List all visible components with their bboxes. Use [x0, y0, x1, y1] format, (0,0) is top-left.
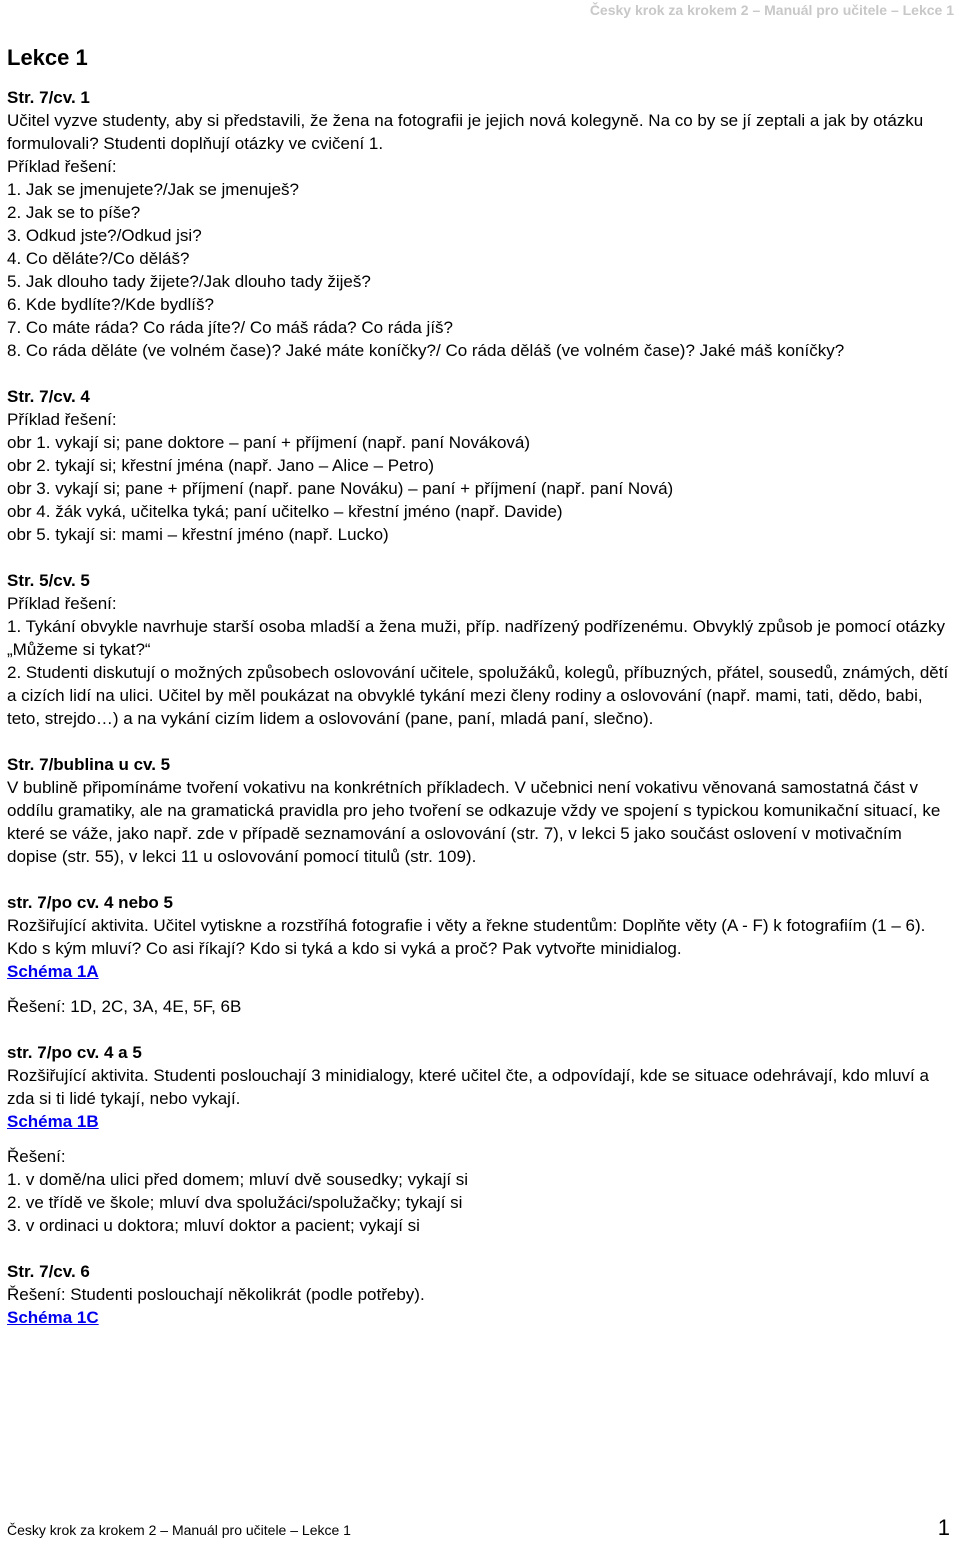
- list-item: 4. Co děláte?/Co děláš?: [7, 249, 190, 268]
- list-item: obr 4. žák vyká, učitelka tyká; paní učitelko – křestní jméno (např. Davide): [7, 502, 563, 521]
- list-item: 2. ve třídě ve škole; mluví dva spolužáci/spolužačky; tykají si: [7, 1193, 463, 1212]
- example-label: Příklad řešení:: [7, 410, 117, 429]
- section-cv1: [7, 86, 954, 362]
- paragraph: Rozšiřující aktivita. Studenti poslouchají 3 minidialogy, které učitel čte, a odpovídají, kde se situace odehrávají, kdo mluví a zda si ti lidé tykají, nebo vykají.: [7, 1066, 929, 1108]
- lesson-title: Lekce 1: [7, 45, 88, 70]
- list-item: obr 1. vykají si; pane doktore – paní + příjmení (např. paní Nováková): [7, 433, 531, 452]
- section-heading: str. 7/po cv. 4 nebo 5: [7, 893, 173, 912]
- section-heading: Str. 5/cv. 5: [7, 571, 90, 590]
- schema-1a-link[interactable]: Schéma 1A: [7, 962, 99, 981]
- list-item: obr 3. vykají si; pane + příjmení (např. pane Nováku) – paní + příjmení (např. paní Nová): [7, 479, 674, 498]
- list-item: 1. Jak se jmenujete?/Jak se jmenuješ?: [7, 180, 299, 199]
- running-header: Česky krok za krokem 2 – Manuál pro učitele – Lekce 1: [589, 2, 954, 18]
- section-heading: Str. 7/bublina u cv. 5: [7, 755, 171, 774]
- section-po-cv4-a-5: [7, 1041, 954, 1237]
- list-item: 6. Kde bydlíte?/Kde bydlíš?: [7, 295, 214, 314]
- example-label: Příklad řešení:: [7, 594, 117, 613]
- paragraph: Řešení: Studenti poslouchají několikrát (podle potřeby).: [7, 1285, 425, 1304]
- list-item: obr 2. tykají si; křestní jména (např. Jano – Alice – Petro): [7, 456, 435, 475]
- list-item: 1. v domě/na ulici před domem; mluví dvě sousedky; vykají si: [7, 1170, 469, 1189]
- section-heading: Str. 7/cv. 4: [7, 387, 90, 406]
- section-heading: Str. 7/cv. 1: [7, 88, 90, 107]
- document-body: [7, 44, 954, 1352]
- paragraph: Rozšiřující aktivita. Učitel vytiskne a rozstříhá fotografie i věty a řekne studentům: Doplňte věty (A - F) k fotografiím (1 – 6). Kdo s kým mluví? Co asi říkají? Kdo si tyká a kdo si vyká a proč? Pak vytvořte minidialog.: [7, 916, 926, 958]
- page-number: 1: [937, 1515, 950, 1540]
- list-item: 3. v ordinaci u doktora; mluví doktor a pacient; vykají si: [7, 1216, 420, 1235]
- list-item: 5. Jak dlouho tady žijete?/Jak dlouho tady žiješ?: [7, 272, 371, 291]
- list-item: 3. Odkud jste?/Odkud jsi?: [7, 226, 202, 245]
- list-item: obr 5. tykají si: mami – křestní jméno (např. Lucko): [7, 525, 389, 544]
- section-heading: str. 7/po cv. 4 a 5: [7, 1043, 142, 1062]
- section-cv6: [7, 1260, 954, 1329]
- section-bublina: [7, 753, 954, 868]
- section-heading: Str. 7/cv. 6: [7, 1262, 90, 1281]
- example-label: Příklad řešení:: [7, 157, 117, 176]
- paragraph: V bublině připomínáme tvoření vokativu na konkrétních příkladech. V učebnici není vokativu věnovaná samostatná část v oddílu gramatiky, ale na gramatická pravidla pro jeho tvoření se odkazuje vždy ve spojení s typickou komunikační situací, ke které se váže, jako např. zde v případě seznamování a oslovování (str. 7), v lekci 5 jako součást oslovení v motivačním dopise (str. 55), v lekci 11 u oslovování pomocí titulů (str. 109).: [7, 778, 941, 866]
- page-footer: [7, 1515, 954, 1540]
- solution-label: Řešení:: [7, 1147, 66, 1166]
- list-item: 1. Tykání obvykle navrhuje starší osoba mladší a žena muži, příp. nadřízený podřízenému. Obvyklý způsob je pomocí otázky „Můžeme si tykat?“: [7, 617, 945, 659]
- list-item: 8. Co ráda děláte (ve volném čase)? Jaké máte koníčky?/ Co ráda děláš (ve volném čase)? Jaké máš koníčky?: [7, 341, 845, 360]
- section-po-cv4-nebo-5: [7, 891, 954, 1018]
- section-cv4: [7, 385, 954, 546]
- solution-text: Řešení: 1D, 2C, 3A, 4E, 5F, 6B: [7, 997, 242, 1016]
- schema-1b-link[interactable]: Schéma 1B: [7, 1112, 99, 1131]
- list-item: 7. Co máte ráda? Co ráda jíte?/ Co máš ráda? Co ráda jíš?: [7, 318, 454, 337]
- schema-1c-link[interactable]: Schéma 1C: [7, 1308, 99, 1327]
- footer-title: Česky krok za krokem 2 – Manuál pro učitele – Lekce 1: [7, 1522, 351, 1538]
- paragraph: Učitel vyzve studenty, aby si představili, že žena na fotografii je jejich nová kolegyně. Na co by se jí zeptali a jak by otázku formulovali? Studenti doplňují otázky ve cvičení 1.: [7, 111, 924, 153]
- section-cv5: [7, 569, 954, 730]
- list-item: 2. Studenti diskutují o možných způsobech oslovování učitele, spolužáků, kolegů, příbuzných, přátel, sousedů, známých, dětí a cizích lidí na ulici. Učitel by měl poukázat na obvyklé tykání mezi členy rodiny a oslovování (např. mami, tati, dědo, babi, teto, strejdo…) a na vykání cizím lidem a oslovování (pane, paní, mladá paní, slečno).: [7, 663, 949, 728]
- list-item: 2. Jak se to píše?: [7, 203, 141, 222]
